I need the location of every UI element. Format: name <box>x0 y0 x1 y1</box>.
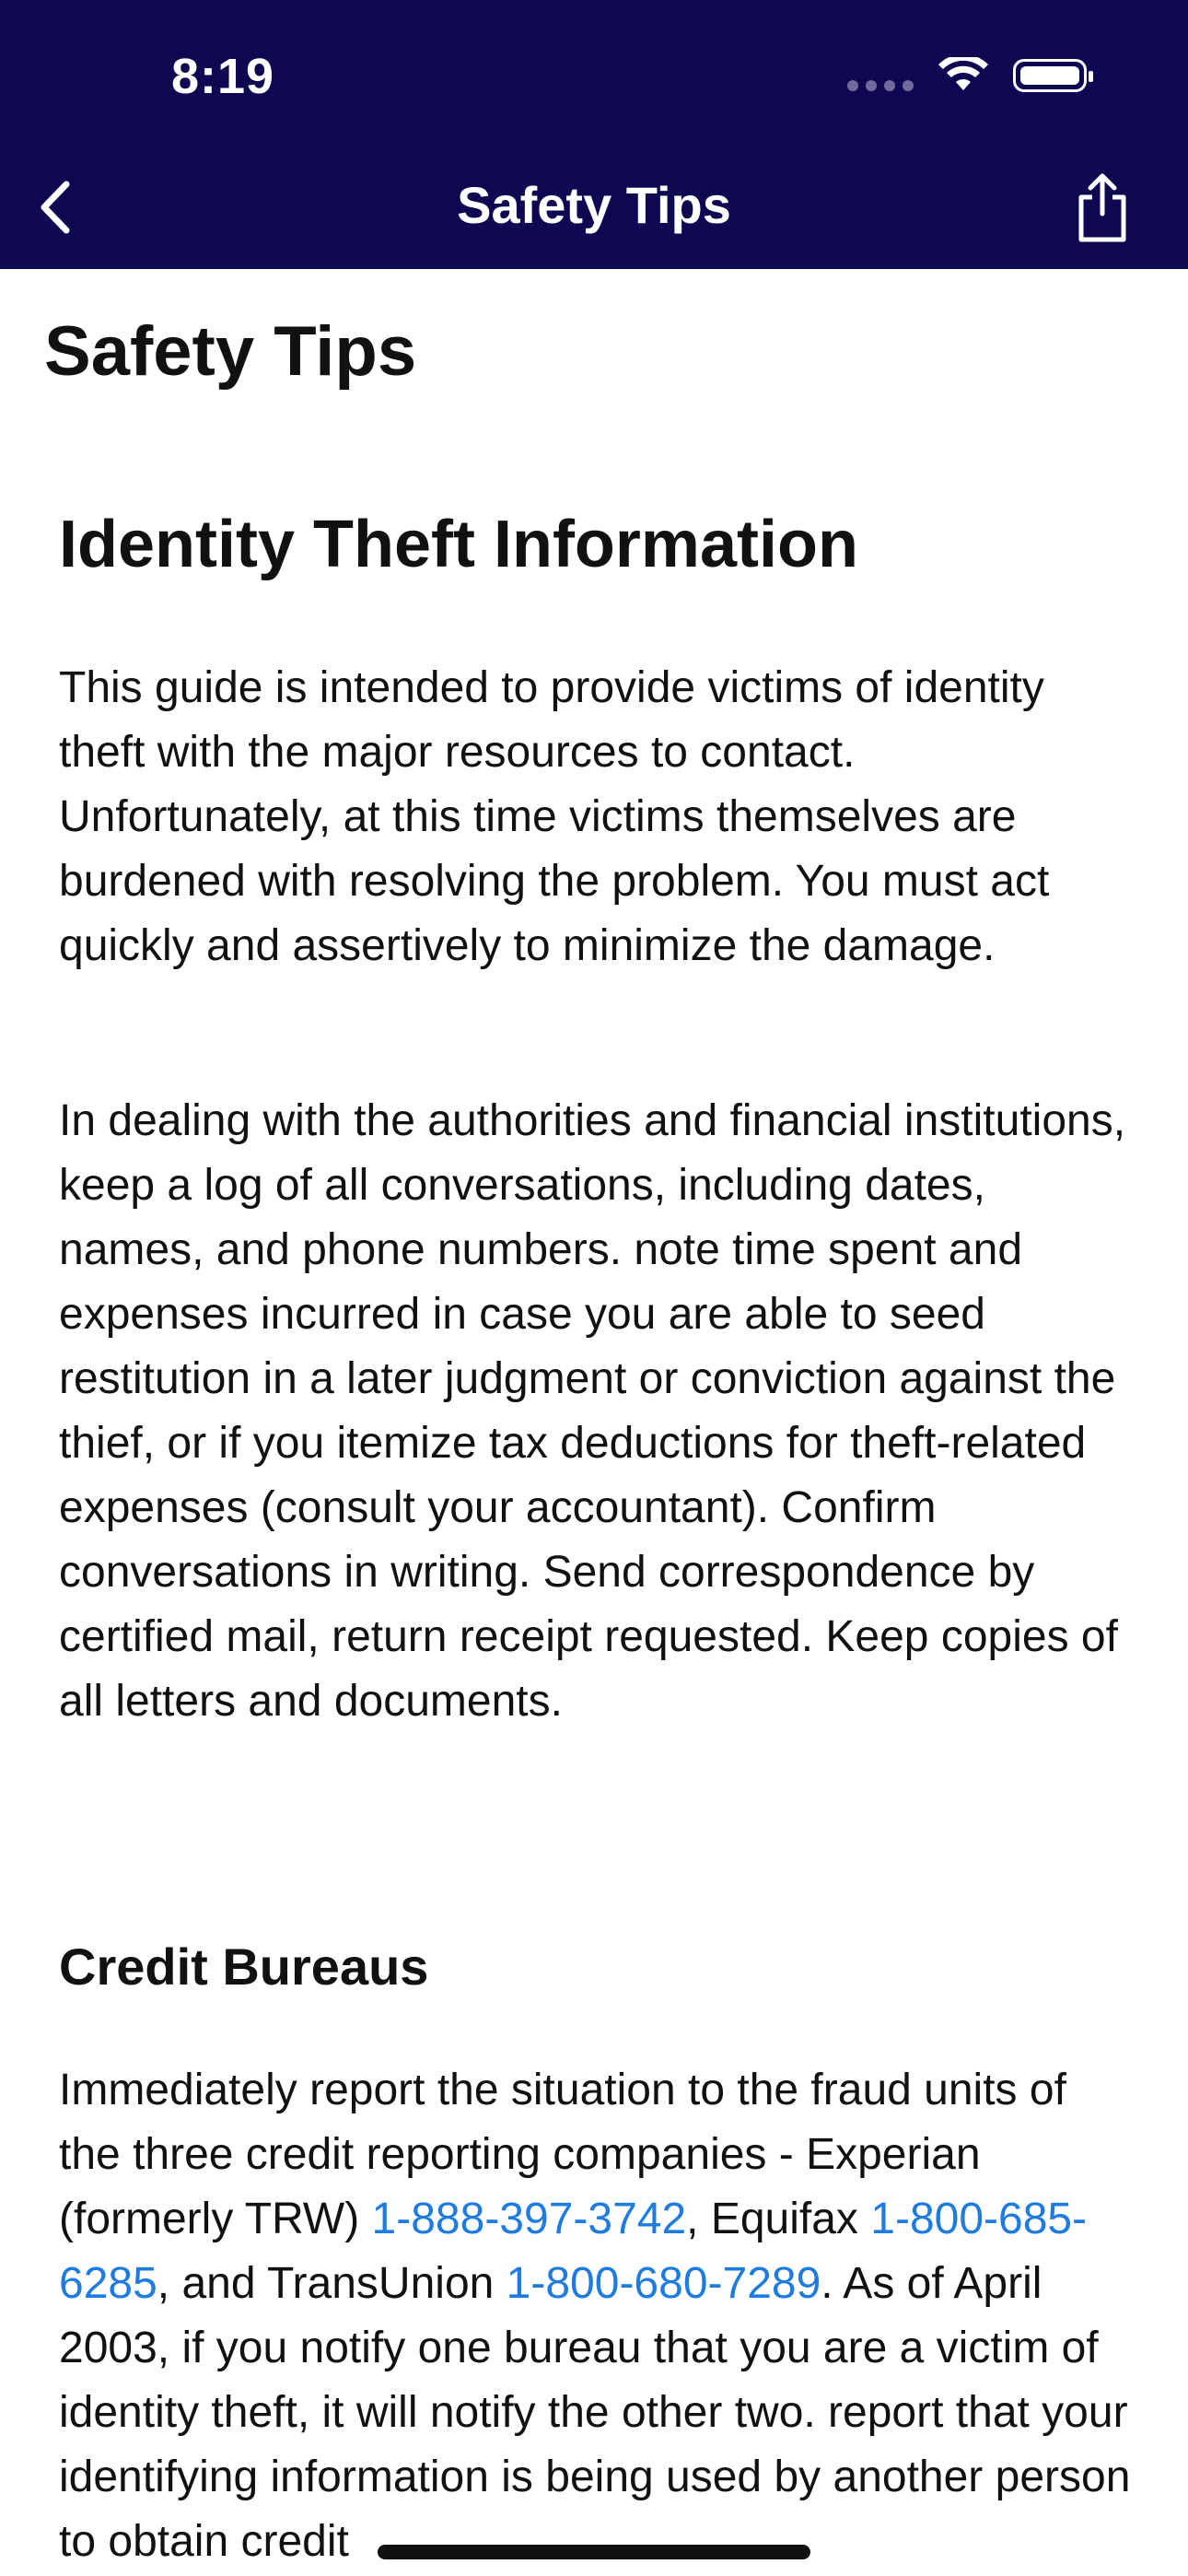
phone-link-transunion[interactable]: 1-800-680-7289 <box>506 2259 821 2308</box>
phone-link-experian[interactable]: 1-888-397-3742 <box>371 2195 687 2243</box>
wifi-icon <box>938 57 989 94</box>
share-icon <box>1070 171 1135 245</box>
signal-dots-icon <box>847 80 914 91</box>
home-indicator[interactable] <box>378 2545 810 2559</box>
credit-bureaus-heading: Credit Bureaus <box>59 1938 429 1996</box>
credit-text: Immediately report the situation to the fraud units of the three credit reporting companies - Experian (formerly TRW) <box>59 2066 1066 2243</box>
section-heading: Identity Theft Information <box>59 508 858 581</box>
status-time: 8:19 <box>171 49 275 104</box>
credit-text: , Equifax <box>686 2195 871 2243</box>
status-icons <box>847 57 1087 94</box>
top-bar <box>0 0 1188 269</box>
nav-title: Safety Tips <box>457 176 731 234</box>
credit-text: . As of April 2003, if you notify one bureau that you are a victim of identity theft, it will notify the other two. report that your identifying information is being used by another person to obtain credit <box>59 2259 1131 2566</box>
guidance-paragraph: In dealing with the authorities and financial institutions, keep a log of all conversations, including dates, names, and phone numbers. note time spent and expenses incurred in case you are able to seed restitution in a later judgment or conviction against the thief, or if you itemize tax deductions for theft-related expenses (consult your accountant). Confirm conversations in writing. Send correspondence by certified mail, return receipt requested. Keep copies of all letters and documents. <box>59 1096 1126 1726</box>
credit-text: , and TransUnion <box>157 2259 507 2308</box>
battery-icon <box>1013 59 1087 92</box>
intro-paragraph: This guide is intended to provide victims of identity theft with the major resources to contact. Unfortunately, at this time victims themselves are burdened with resolving the problem. You must act quickly and assertively to minimize the damage. <box>59 663 1050 970</box>
phone-link-equifax[interactable]: 1-800-685-6285 <box>59 2195 1088 2308</box>
page-title: Safety Tips <box>44 312 417 391</box>
credit-bureaus-paragraph <box>59 2058 1136 2574</box>
share-button[interactable] <box>1070 171 1135 245</box>
